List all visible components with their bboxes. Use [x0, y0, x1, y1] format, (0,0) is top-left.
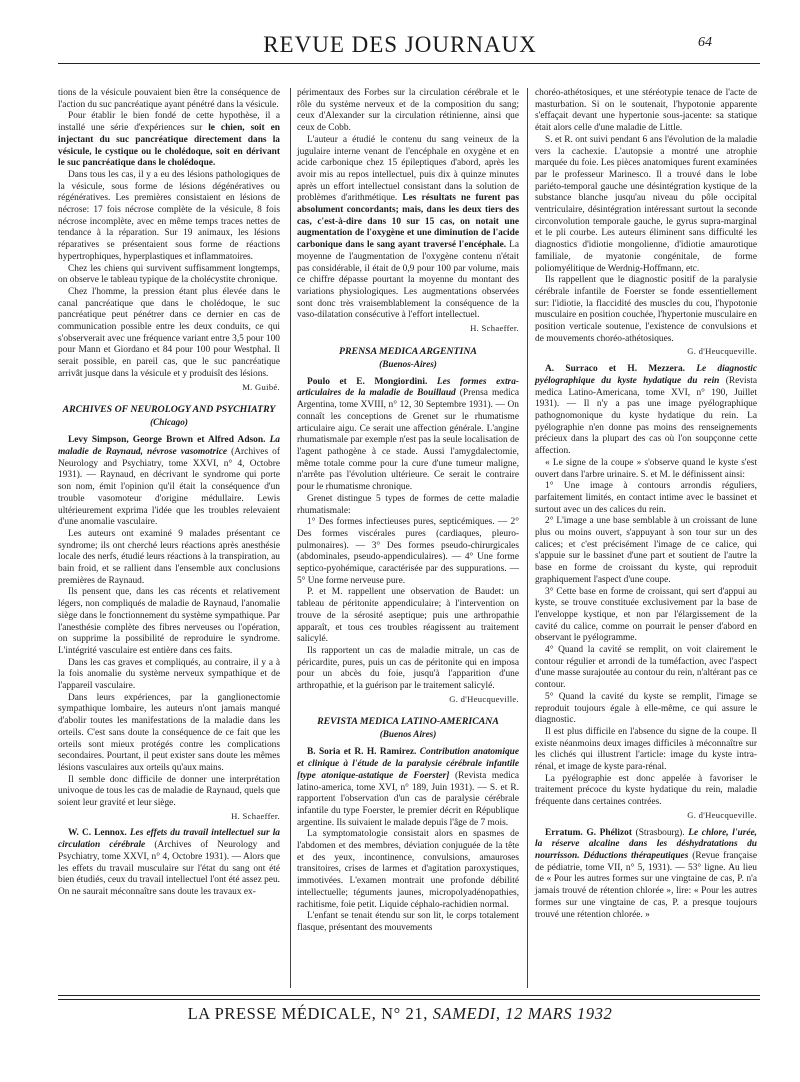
journal-heading: ARCHIVES OF NEUROLOGY AND PSYCHIATRY (Chicago)	[62, 404, 276, 428]
paragraph: 1° Une image à contours arrondis réguliers, parfaitement limités, en contact intime avec le bassinet et surtout avec un des calices du rein.	[535, 481, 757, 515]
author-signature: G. d'Heucqueville.	[687, 346, 757, 357]
paragraph: Chez l'homme, la pression étant plus élevée dans le canal pancréatique que dans le cholédoque, le suc pancréatique peut pénétrer dans ce dernier en cas de communication possible entre les deux conduits, ce qui s'observerait avec une fréquence variant entre 3,5 pour 100 pour Mann et Giordano et 84 pour 100 pour Westphal. Il serait possible, en pareil cas, que le suc pancréatique arrivât jusque dans la vésicule et y produisît des lésions.	[58, 286, 280, 379]
paragraph: Ils rapportent un cas de maladie mitrale, un cas de péricardite, pures, puis un cas de péritonite qui en imposa pour un abcès du foie, jusqu'à l'apparition d'une arthropathie, et la guérison par le traitement salicylé.	[297, 645, 519, 692]
paragraph: Ils rappellent que le diagnostic positif de la paralysie cérébrale infantile de Foerster se fonde essentiellement sur: l'idiotie, la flaccidité des muscles du cou, l'hypotonie musculaire en position couchée, l'hypertonie musculaire en position verticale soutenue, l'existence de convulsions et de mouvements choréo-athétosiques.	[535, 275, 757, 344]
paragraph: P. et M. rappellent une observation de Baudet: un tableau de péritonite appendiculaire; à l'intervention on trouve de la sérosité aseptique; puis une arthropathie apparaît, et tous ces troubles réagissent au traitement salicylé.	[297, 587, 519, 645]
article-abstract: A. Surraco et H. Mezzera. Le diagnostic pyélographique du kyste hydatique du rein (Revista medica Latino-Americana, tome XVI, n° 190, Juillet 1931). — Il n'y a pas une image pyélographique pathognomonique du kyste hydatique du rein. La pyélographie n'en donne pas moins des renseignements précieux dans la plupart des cas où l'on soupçonne cette affection.	[535, 364, 758, 457]
article-abstract: Levy Simpson, George Brown et Alfred Adson. La maladie de Raynaud, névrose vasomotrice (Archives of Neurology and Psychiatry, tome XXVI, n° 4, Octobre 1931). — Raynaud, en décrivant le syndrome qui porte son nom, émit l'opinion qu'il était la conséquence d'un trouble vasomoteur d'origine médullaire. Lewis ultérieurement exprima l'idée que les troubles relevaient d'une anomalie vasculaire.	[58, 435, 280, 528]
paragraph: La symptomatologie consistait alors en spasmes de l'abdomen et des membres, déviation conjuguée de la tête et des yeux, incontinence, convulsions, amauroses transitoires, crises de larmes et d'agitation paroxystiques, immotivées. L'examen montrait une profonde débilité intellectuelle; téguments jaunes, micropolyadénopathies, rachitisme, foie petit. Liquide céphalo-rachidien normal.	[297, 829, 519, 910]
author-signature: H. Schaeffer.	[231, 810, 280, 821]
paragraph: L'auteur a étudié le contenu du sang veineux de la jugulaire interne venant de l'encéphale en oxygène et en acide carbonique chez 15 épileptiques d'abord, après les avoir mis au repos intellectuel, puis dix à quinze minutes après un effort intellectuel consistant dans la solution de problèmes d'arithmétique. Les résultats ne furent pas absolument concordants; mais, dans les deux tiers des cas, c'est-à-dire dans 10 sur 15 cas, on notait une augmentation de l'oxygène et une diminution de l'acide carbonique dans le sang ayant traversé l'encéphale. La moyenne de l'augmentation de l'oxygène contenu n'était pas considérable, il était de 0,9 pour 100 par volume, mais ce chiffre dépasse pourtant la moyenne du montant des variations physiologiques. Les augmentations observées sont donc très vraisemblablement la conséquence de la vaso-dilatation consécutive à l'effort intellectuel.	[297, 134, 520, 321]
paragraph: Dans leurs expériences, par la ganglionectomie sympathique lombaire, les auteurs n'ont jamais manqué d'abolir toutes les manifestations de la maladie dans les orteils. C'est sans doute la conséquence de ce fait que les orteils sont mieux protégés contre les complications secondaires. Pourtant, il peut exister sans doute les mêmes lésions vasculaires aux orteils qu'aux mains.	[58, 692, 280, 773]
header-rule	[58, 63, 760, 64]
paragraph: Pour établir le bien fondé de cette hypothèse, il a installé une série d'expériences sur le chien, soit en injectant du suc pancréatique directement dans la vésicule, le cystique ou le cholédoque, soit en dérivant le suc pancréatique dans le cholédoque.	[58, 111, 280, 169]
article-abstract: W. C. Lennox. Les effets du travail intellectuel sur la circulation cérébrale (Archives of Neurology and Psychiatry, tome XXVI, n° 4, Octobre 1931). — Alors que les effets du travail musculaire sur l'état du sang ont été bien étudiés, ceux du travail intellectuel l'ont été assez peu. On ne saurait méconnaître sans doute les travaux ex-	[58, 828, 280, 897]
journal-heading: PRENSA MEDICA ARGENTINA (Buenos-Aires)	[339, 345, 477, 369]
column-2	[297, 88, 519, 935]
author-signature: G. d'Heucqueville.	[449, 693, 519, 704]
paragraph: choréo-athétosiques, et une stéréotypie tenace de l'acte de masturbation. Si on le soutenait, l'hypotonie apparente s'effaçait devant une hypertonie sous-jacente: sa statique était alors celle d'une maladie de Little.	[535, 88, 757, 134]
paragraph: Dans les cas graves et compliqués, au contraire, il y a à la fois anomalie du système nerveux sympathique et de l'appareil vasculaire.	[58, 657, 280, 692]
paragraph: Grenet distingue 5 types de formes de cette maladie rhumatismale:	[297, 493, 519, 516]
page-number: 64	[698, 35, 712, 50]
paragraph: Ils pensent que, dans les cas récents et relativement légers, non compliqués de maladie de Raynaud, l'anomalie siège dans le fonctionnement du système sympathique. Par l'anesthésie complète des fibres nerveuses ou l'opération, on supprime la possibilité de reproduire le syndrome. L'intégrité vasculaire est entière dans ces faits.	[58, 587, 280, 656]
journal-heading: REVISTA MEDICA LATINO-AMERICANA (Buenos Aires)	[317, 716, 499, 740]
page-footer	[0, 1004, 800, 1024]
paragraph: Les auteurs ont examiné 9 malades présentant ce syndrome; ils ont cherché leurs réactions après anesthésie locale des nerfs, étudié leurs réactions à la transpiration, au bain froid, et se rallient dans l'ensemble aux conclusions premières de Raynaud.	[58, 528, 280, 586]
paragraph: tions de la vésicule pouvaient bien être la conséquence de l'action du suc pancréatique ayant pénétré dans la vésicule.	[58, 88, 280, 110]
paragraph: Chez les chiens qui survivent suffisamment longtemps, on observe le tableau typique de la cholécystite chronique.	[58, 263, 280, 286]
paragraph: Dans tous les cas, il y a eu des lésions pathologiques de la vésicule, sous forme de lésions dégénératives ou régénératives. Les premières consistaient en lésions de nécrose: 17 fois nécrose complète de la vésicule, 8 fois nécrose incomplète, avec en même temps traces nettes de tendance à la réparation. Sur 19 animaux, les lésions réparatives se présentaient sous forme de réactions hypertrophiques, hyperplastiques et inflammatoires.	[58, 169, 280, 262]
author-signature: H. Schaeffer.	[470, 323, 519, 334]
author-signature: M. Guibé.	[242, 381, 280, 392]
article-abstract: Poulo et E. Mongiordini. Les formes extra-articulaires de la maladie de Bouillaud (Prensa medica Argentina, tome XVIII, n° 12, 30 Septembre 1931). — On connaît les conceptions de Grenet sur le rhumatisme articulaire aigu. Ce serait une affection générale. L'angine rhumatismale par exemple n'est pas la seule localisation de l'agent pathogène à ce stade. Aussi l'amygdalectomie, même totale comme pour la cure d'une tumeur maligne, n'arrête pas l'évolution ultérieure. Ce serait le contraire pour le rhumatisme chronique.	[297, 376, 520, 493]
column-1	[58, 88, 280, 899]
paragraph: périmentaux des Forbes sur la circulation cérébrale et le rôle du système nerveux et de la composition du sang; ceux d'Alexander sur la circulation rétinienne, ainsi que ceux de Cobb.	[297, 88, 519, 134]
article-abstract: B. Soria et R. H. Ramirez. Contribution anatomique et clinique à l'étude de la paralysie cérébrale infantile [type atonique-astatique de Foerster] (Revista medica latino-america, tome XVI, n° 189, Juin 1931). — S. et R. rapportent l'observation d'un cas de paralysie cérébrale infantile du type Foerster, le premier décrit en République argentine. Ils suivaient le malade depuis l'âge de 7 mois.	[297, 747, 520, 828]
paragraph: L'enfant se tenait étendu sur son lit, le corps totalement flasque, présentant des mouvements	[297, 911, 519, 933]
author-signature: G. d'Heucqueville.	[687, 809, 757, 820]
column-3	[535, 88, 757, 921]
journal-section-title: REVUE DES JOURNAUX	[263, 32, 537, 57]
paragraph: Il semble donc difficile de donner une interprétation univoque de tous les cas de maladie de Raynaud, quels que soient leur gravité et leur siège.	[58, 774, 280, 809]
paragraph: 2° L'image a une base semblable à un croissant de lune plus ou moins ouvert, s'appuyant à son tour sur un des calices; et c'est précisément l'image de ce calice, qui s'appuie sur le bassinet d'une part et soutient de l'autre la base en forme de croissant du kyste, qui reproduit graphiquement l'aspect d'une coupe.	[535, 516, 757, 585]
footer-rule	[58, 995, 760, 1000]
column-divider	[527, 88, 528, 988]
paragraph: 3° Cette base en forme de croissant, qui sert d'appui au kyste, se trouve constituée exclusivement par la base de l'enveloppe kystique, et non par l'élargissement de la cavité du calice, comme on pourrait le penser d'abord en observant le pyélogramme.	[535, 586, 757, 644]
paragraph: « Le signe de la coupe » s'observe quand le kyste s'est ouvert dans l'arbre urinaire. S. et M. le définissent ainsi:	[535, 457, 757, 480]
paragraph: Il est plus difficile en l'absence du signe de la coupe. Il existe néanmoins deux images difficiles à méconnaître sur les clichés qui illustrent l'article: image du kyste intra-rénal, et image de kyste para-rénal.	[535, 726, 757, 773]
column-divider	[290, 88, 291, 988]
issue-date: SAMEDI, 12 MARS 1932	[432, 1004, 613, 1023]
paragraph: 5° Quand la cavité du kyste se remplit, l'image se reproduit toujours égale à elle-même, ce qui assure le diagnostic.	[535, 691, 757, 726]
paragraph: 1° Des formes infectieuses pures, septicémiques. — 2° Des formes viscérales pures (cardiaques, pleuro-pulmonaires). — 3° Des formes pseudo-chirurgicales (abdominales, pseudo-appendiculaires). — 4° Une forme septico-pyohémique, caractérisée par des suppurations. — 5° Une forme nerveuse pure.	[297, 517, 519, 586]
journal-issue: LA PRESSE MÉDICALE, N° 21,	[187, 1004, 433, 1023]
paragraph: S. et R. ont suivi pendant 6 ans l'évolution de la maladie vers la cachexie. L'autopsie a montré une atrophie marquée du foie. Les pièces anatomiques furent examinées par le professeur Marinesco. Il a trouvé dans le lobe pariéto-temporal gauche une désintégration kystique de la substance blanche jusqu'au niveau du pôle occipital ventriculaire, désintégration intéressant surtout la seconde circonvolution temporale gauche, le gyrus supra-marginal et le pli courbe. Les auteurs éliminent sans difficulté les diagnostics d'idiotie mongolienne, d'idiotie amaurotique familiale, de myatonie congénitale, de forme poliomyélitique de Werdnig-Hoffmann, etc.	[535, 134, 757, 274]
article-abstract: Erratum. G. Phélizot (Strasbourg). Le chlore, l'urée, la réserve alcaline dans les déshydratations du nourrisson. Déductions thérapeutiques (Revue française de pédiatrie, tome VII, n° 5, 1931). — 53° ligne. Au lieu de « Pour les autres formes sur une vingtaine de cas, P. n'a jamais trouvé de rétention chlorée », lire: « Pour les autres formes sur une vingtaine de cas, P. a presque toujours trouvé une rétention chlorée. »	[535, 827, 758, 920]
paragraph: 4° Quand la cavité se remplit, on voit clairement le contour régulier et arrondi de la tuméfaction, avec l'aspect d'une masse surajoutée au contour du rein, n'altérant pas ce contour.	[535, 645, 757, 691]
paragraph: La pyélographie est donc appelée à favoriser le traitement précoce du kyste hydatique du rein, maladie fréquente dans certaines contrées.	[535, 773, 757, 808]
